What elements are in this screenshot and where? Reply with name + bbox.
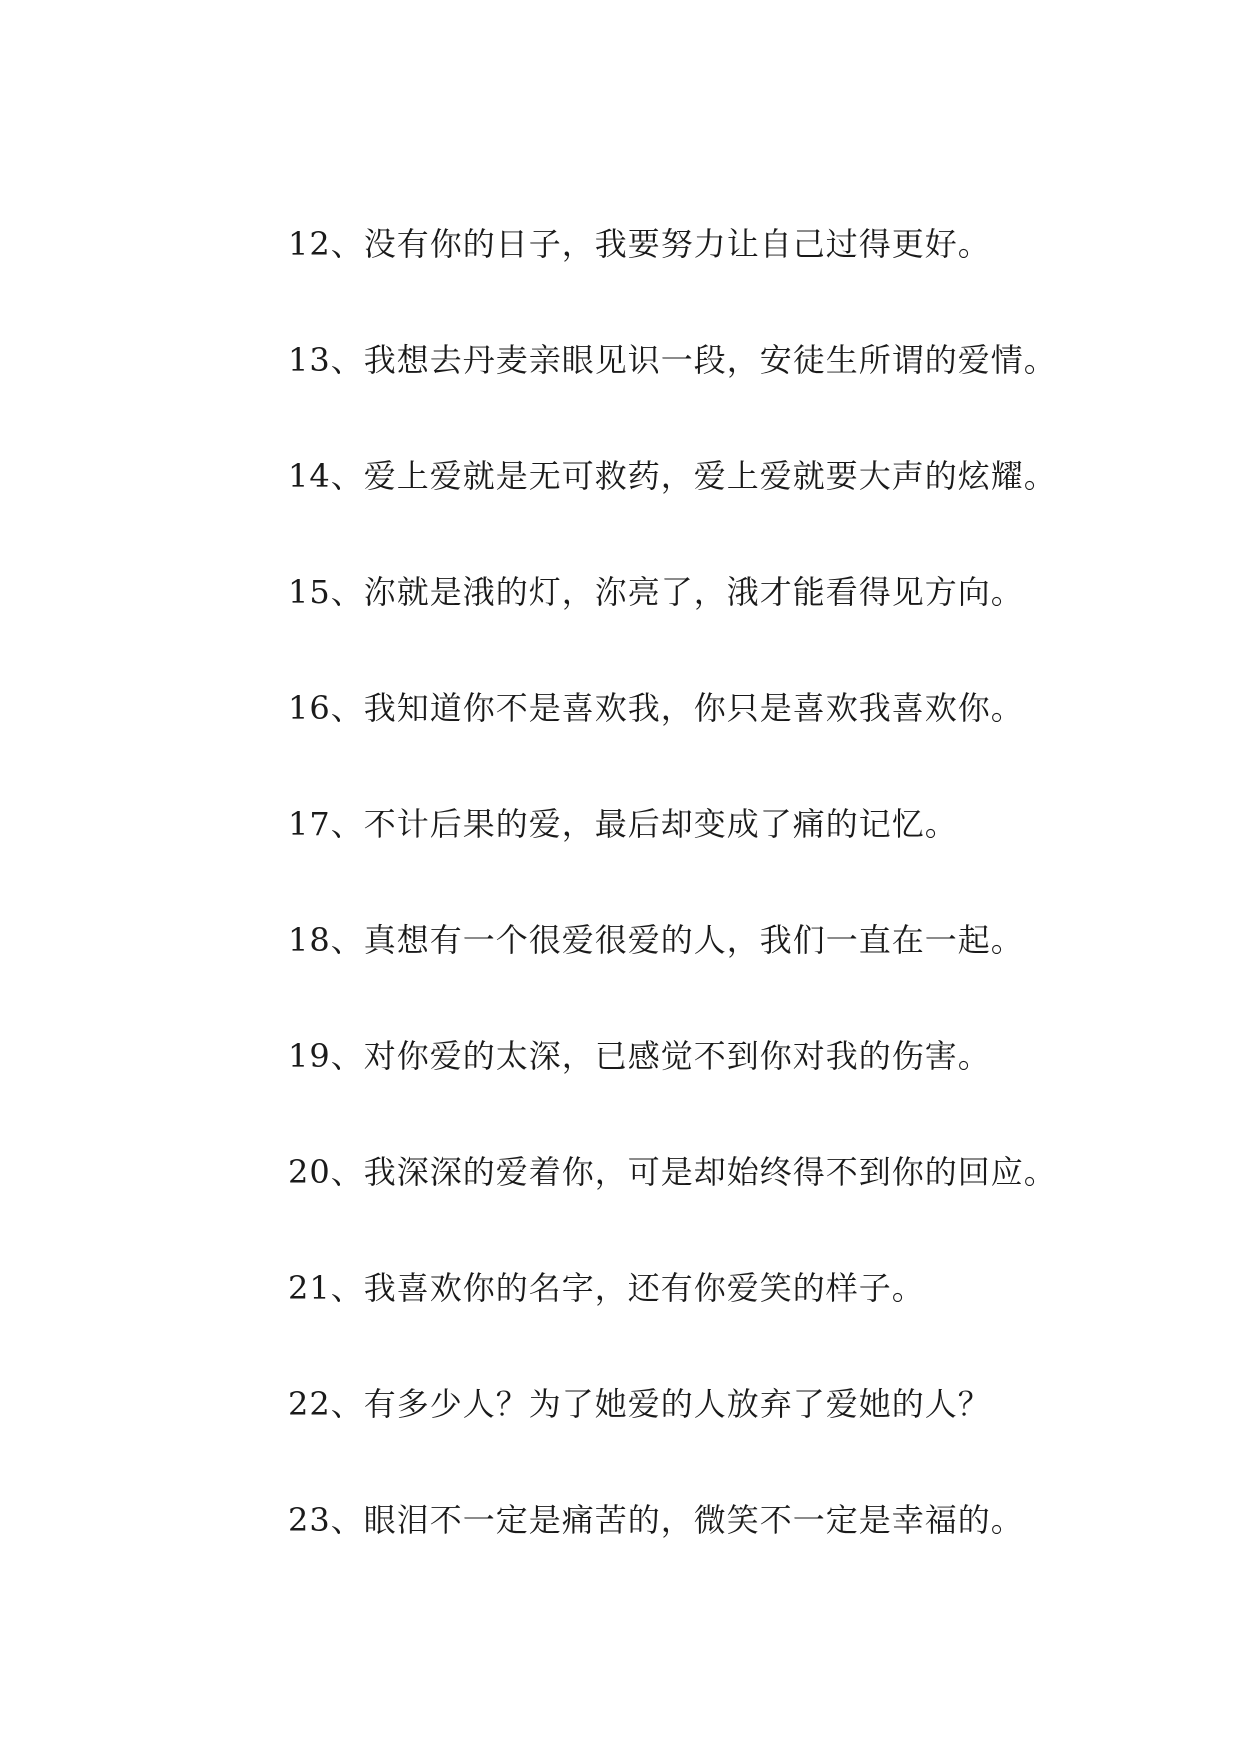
- quote-line-17: 17、不计后果的爱，最后却变成了痛的记忆。: [288, 805, 958, 843]
- quote-line-22: 22、有多少人？为了她爱的人放弃了爱她的人？: [288, 1385, 991, 1423]
- quote-line-13: 13、我想去丹麦亲眼见识一段，安徒生所谓的爱情。: [288, 341, 1057, 379]
- quote-line-15: 15、沵就是涐的灯，沵亮了，涐才能看得见方向。: [288, 573, 1024, 611]
- quote-line-23: 23、眼泪不一定是痛苦的，微笑不一定是幸福的。: [288, 1501, 1024, 1539]
- quote-line-16: 16、我知道你不是喜欢我，你只是喜欢我喜欢你。: [288, 689, 1024, 727]
- quote-line-18: 18、真想有一个很爱很爱的人，我们一直在一起。: [288, 921, 1024, 959]
- quote-line-12: 12、没有你的日子，我要努力让自己过得更好。: [288, 225, 991, 263]
- quote-line-21: 21、我喜欢你的名字，还有你爱笑的样子。: [288, 1269, 925, 1307]
- quote-line-19: 19、对你爱的太深，已感觉不到你对我的伤害。: [288, 1037, 991, 1075]
- quote-line-14: 14、爱上爱就是无可救药，爱上爱就要大声的炫耀。: [288, 457, 1057, 495]
- quote-line-20: 20、我深深的爱着你，可是却始终得不到你的回应。: [288, 1153, 1057, 1191]
- quote-list: [288, 218, 1188, 1610]
